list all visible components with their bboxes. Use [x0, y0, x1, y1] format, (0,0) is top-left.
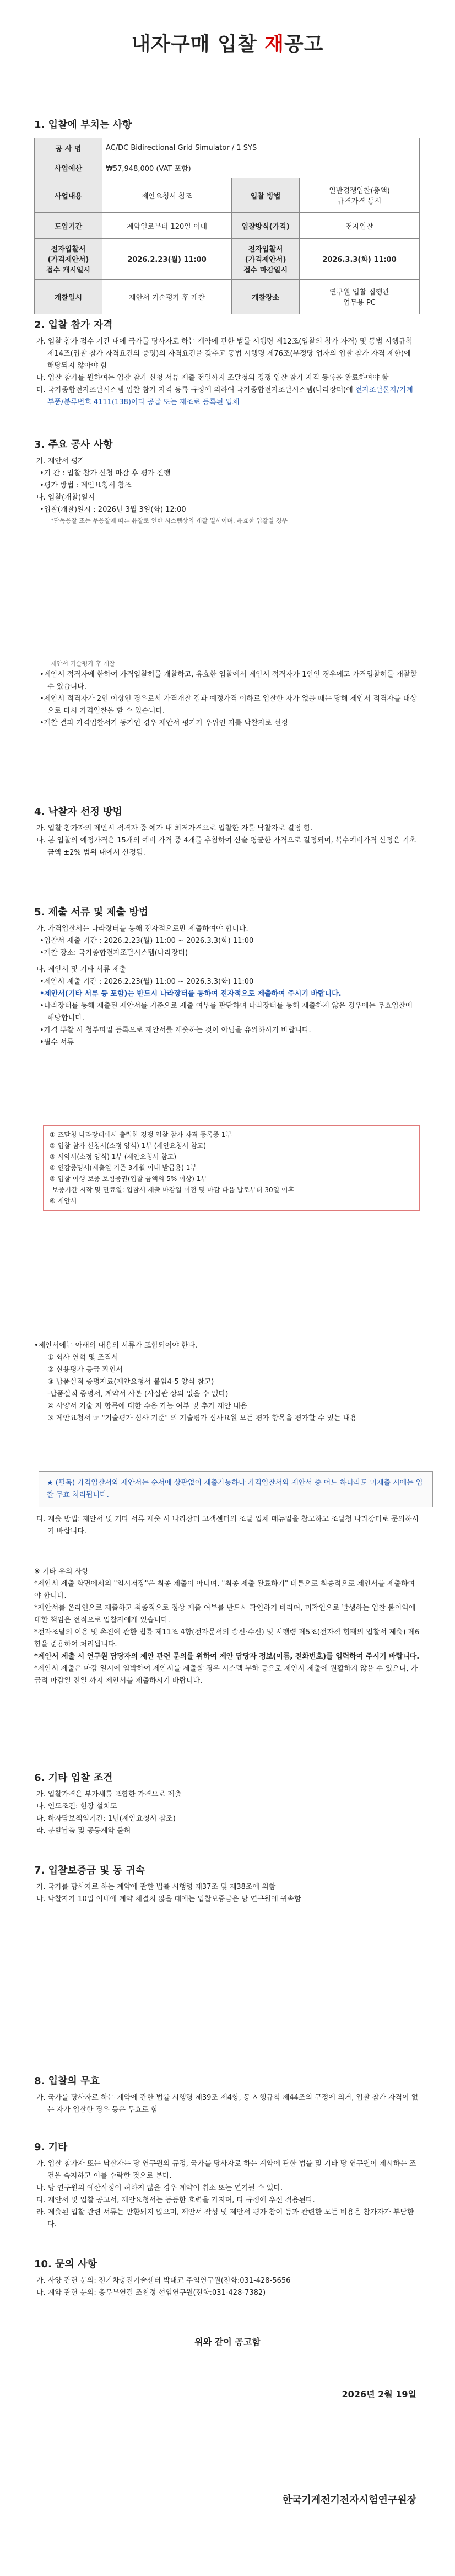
section-2 — [34, 317, 420, 409]
list-item: 가. 가격입찰서는 나라장터를 통해 전자적으로만 제출하여야 합니다. — [36, 925, 248, 933]
list-item: *제안서 제출은 마감 일시에 임박하여 제안서를 제출할 경우 시스템 부하 등으로 제안서 제출에 원활하지 않을 수 있으니, 가급적 마감일 전일 까지 제안서를 제출하시기 바랍니다. — [34, 1665, 418, 1685]
list-item: •나라장터를 통해 제출된 제안서를 기준으로 제출 여부를 판단하며 나라장터를 통해 제출하지 않은 경우에는 무효입찰에 해당합니다. — [40, 1002, 413, 1022]
table-key: 도입기간 — [35, 213, 102, 239]
table-key: 전자입찰서 (가격제안서) 접수 개시일시 — [35, 239, 102, 280]
list-item: -납품실적 증명서, 계약서 사본 (사실관 상의 없을 수 없다) — [47, 1390, 229, 1398]
page-title — [0, 29, 455, 57]
section-heading: 8. 입찰의 무효 — [34, 2075, 100, 2087]
list-item: 나. 제안서 및 기타 서류 제출 — [36, 965, 126, 974]
section-heading: 5. 제출 서류 및 제출 방법 — [34, 906, 149, 918]
table-value: 제안요청서 참조 — [102, 178, 232, 213]
list-item: 다. 하자담보책임기간: 1년(제안요청서 참조) — [36, 1815, 176, 1823]
list-item: •개찰 결과 가격입찰서가 동가인 경우 제안서 평가가 우위인 자를 낙찰자로 선정 — [40, 719, 288, 727]
section-heading: 4. 낙찰자 선정 방법 — [34, 806, 122, 818]
table-row — [35, 213, 420, 239]
list-item: •기 간 : 입찰 참가 신청 마감 후 평가 진행 — [40, 469, 171, 477]
list-item: ③ 서약서(소정 양식) 1부 (제안요청서 참고) — [50, 1153, 177, 1161]
list-item: ⑤ 입찰 이행 보증 보험증권(입찰 금액의 5% 이상) 1부 — [50, 1175, 207, 1183]
list-item: ① 조달청 나라장터에서 출력한 경쟁 입찰 참가 자격 등록증 1부 — [50, 1131, 232, 1139]
section-heading: 3. 주요 공사 사항 — [34, 439, 113, 450]
section-9 — [34, 2139, 420, 2231]
table-key: 입찰 방법 — [232, 178, 300, 213]
table-value: 일반경쟁입찰(총액) 규격가격 동시 — [300, 178, 420, 213]
section-3-cont — [34, 659, 420, 729]
section-5-method — [34, 1514, 420, 1538]
section-5-notes — [34, 1566, 420, 1687]
section-heading: 10. 문의 사항 — [34, 2258, 97, 2270]
list-item: ※ 기타 유의 사항 — [34, 1568, 89, 1576]
table-row — [35, 178, 420, 213]
table-value: 2026.2.23(월) 11:00 — [102, 239, 232, 280]
table-row — [35, 138, 420, 158]
table-key: 사업내용 — [35, 178, 102, 213]
list-item: •개찰 장소: 국가종합전자조달시스템(나라장터) — [40, 949, 188, 957]
organization-name: 한국기계전기전자시험연구원장 — [282, 2494, 416, 2506]
section-heading: 9. 기타 — [34, 2142, 68, 2153]
table-value: 연구원 입찰 집행관 업무용 PC — [300, 280, 420, 314]
section-heading: 7. 입찰보증금 및 동 귀속 — [34, 1865, 145, 1876]
table-key: 개찰장소 — [232, 280, 300, 314]
table-key: 입찰방식(가격) — [232, 213, 300, 239]
table-key: 공 사 명 — [35, 138, 102, 158]
list-item: ④ 사양서 기술 자 항목에 대한 수용 가능 여부 및 추가 제안 내용 — [47, 1402, 247, 1410]
list-item: 라. 제출된 입찰 관련 서류는 반환되지 않으며, 제안서 작성 및 제안서 평가 참여 등과 관련한 모든 비용은 참가자가 부담한다. — [36, 2208, 414, 2229]
section-5-proposal — [34, 1340, 420, 1425]
list-item: -보증기간 시작 및 만료일: 입찰서 제출 마감일 이전 및 마감 다음 날로부터 30일 이후 — [50, 1186, 295, 1194]
title-highlight: 재 — [264, 33, 284, 56]
list-item: •제안서(기타 서류 등 포함)는 반드시 나라장터를 통하여 전자적으로 제출하여 주시기 바랍니다. — [40, 990, 342, 998]
list-item: 가. 사양 관련 문의: 전기차충전기술센터 박대교 주임연구원(전화:031-428-5656 — [36, 2277, 291, 2285]
list-item: 나. 입찰(개찰)일시 — [36, 493, 95, 502]
list-item: 가. 국가를 당사자로 하는 계약에 관한 법률 시행령 제37조 및 제38조에 의함 — [36, 1883, 276, 1891]
table-key: 전자입찰서 (가격제안서) 접수 마감일시 — [232, 239, 300, 280]
table-row — [35, 158, 420, 178]
list-item: 가. 입찰 참가자 또는 낙찰자는 당 연구원의 규정, 국가를 당사자로 하는 계약에 관한 법률 및 기타 당 연구원이 제시하는 조건을 숙지하고 이를 수락한 것으로 본다. — [36, 2160, 416, 2180]
list-item: *제안서를 온라인으로 제출하고 최종적으로 정상 제출 여부를 반드시 확인하기 바라며, 미확인으로 발생하는 입찰 불이익에 대한 책임은 전적으로 입찰자에게 있습니다. — [34, 1604, 416, 1624]
list-item: 가. 입찰 참가 접수 기간 내에 국가를 당사자로 하는 계약에 관한 법률 시행령 제12조(입찰의 참가 자격) 및 동법 시행규칙 제14조(입찰 참가 자격요건의 증명)의 자격요건을 갖추고 동법 시행령 제76조(부정당 업자의 입찰 참가 자격 제한)에 해당되지 않아야 함 — [36, 337, 413, 370]
list-item: 나. 당 연구원의 예산사정이 허하지 않을 경우 계약이 취소 또는 연기될 수 있다. — [36, 2184, 283, 2192]
list-item-emphasis: 전자조달물자/기계부품/분류번호 4111(138)이다 공급 또는 제조로 등록된 업체 — [47, 386, 413, 406]
required-docs-box — [43, 1125, 420, 1211]
list-item: •입찰(개찰)일시 : 2026년 3월 3일(화) 12:00 — [40, 506, 186, 514]
list-item: 나. 입찰 참가를 원하여는 입찰 참가 신청 서류 제출 전일까지 조달청의 경쟁 입찰 참가 자격 등록을 완료하여야 함 — [36, 374, 389, 382]
list-item: 가. 제안서 평가 — [36, 457, 85, 465]
list-item: •평가 방법 : 제안요청서 참조 — [40, 481, 132, 490]
footnote: 제안서 기술평가 후 개찰 — [51, 660, 115, 667]
list-item: 가. 입찰 참가자의 제안서 적격자 중 예가 내 최저가격으로 입찰한 자를 낙찰자로 결정 함. — [36, 824, 313, 833]
table-key: 개찰일시 — [35, 280, 102, 314]
table-value: 전자입찰 — [300, 213, 420, 239]
section-5 — [34, 904, 420, 1049]
section-heading: 6. 기타 입찰 조건 — [34, 1772, 113, 1784]
table-row — [35, 239, 420, 280]
list-item: *제안서 제출 화면에서의 "임시저장"은 최종 제출이 아니며, "최종 제출 완료하기" 버튼으로 최종적으로 제안서를 제출하여야 합니다. — [34, 1580, 415, 1600]
list-item: •제안서 제출 기간 : 2026.2.23(월) 11:00 ~ 2026.3.3(화) 11:00 — [40, 978, 254, 986]
section-heading: 1. 입찰에 부치는 사항 — [34, 119, 132, 131]
footnote: *단독응찰 또는 무응찰에 따른 유찰로 인한 시스템상의 개찰 일시이며, 유효한 입찰일 경우 — [51, 517, 288, 524]
list-item: •제안서에는 아래의 내용의 서류가 포함되어야 한다. — [34, 1341, 198, 1350]
section-6 — [34, 1770, 420, 1837]
list-item: ② 신용평가 등급 확인서 — [47, 1366, 123, 1374]
list-item: ⑤ 제안요청서 ☞ "기술평가 심사 기준" 의 기술평가 심사요원 모든 평가 항목을 평가할 수 있는 내용 — [47, 1414, 357, 1423]
list-item: ④ 인감증명서(제출일 기준 3개월 이내 발급용) 1부 — [50, 1164, 197, 1172]
notice-date: 2026년 2월 19일 — [342, 2389, 416, 2400]
list-item: *제안서 제출 시 연구원 담당자의 제안 관련 문의를 위하여 제안 담당자 정보(이름, 전화번호)를 입력하여 주시기 바랍니다. — [34, 1652, 420, 1661]
section-7 — [34, 1863, 420, 1906]
list-item: 다. 제출 방법: 제안서 및 기타 서류 제출 시 나라장터 고객센터의 조달 업체 매뉴얼을 참고하고 조달청 나라장터로 문의하시기 바랍니다. — [36, 1515, 419, 1536]
list-item: 나. 낙찰자가 10일 이내에 계약 체결치 않을 때에는 입찰보증금은 당 연구원에 귀속함 — [36, 1895, 301, 1903]
important-notice-box — [39, 1471, 433, 1507]
title-text-end: 공고 — [284, 33, 324, 56]
section-4 — [34, 804, 420, 859]
section-1 — [34, 117, 420, 136]
section-heading: 2. 입찰 참가 자격 — [34, 319, 113, 331]
list-item: 가. 국가를 당사자로 하는 계약에 관한 법률 시행령 제39조 제4항, 동 시행규칙 제44조의 규정에 의거, 입찰 참가 자격이 없는 자가 입찰한 경우 등은 무효로 함 — [36, 2094, 419, 2114]
section-10 — [34, 2256, 420, 2299]
table-value: 제안서 기술평가 후 개찰 — [102, 280, 232, 314]
table-key: 사업예산 — [35, 158, 102, 178]
list-item: *전자조달의 이용 및 촉진에 관한 법률 제11조 4항(전자문서의 송신·수신) 및 시행령 제5조(전자적 형태의 입찰서 제출) 제6항을 준용하여 처리됩니다. — [34, 1628, 420, 1649]
list-item: ⑥ 제안서 — [50, 1197, 77, 1205]
list-item: 나. 본 입찰의 예정가격은 15개의 예비 가격 중 4개를 추첨하여 산술 평균한 가격으로 결정되며, 복수예비가격 산정은 기초금액 ±2% 범위 내에서 산정됨. — [36, 836, 416, 857]
list-item: 가. 입찰가격은 부가세를 포함한 가격으로 제출 — [36, 1790, 182, 1799]
important-notice-text: ★ (필독) 가격입찰서와 제안서는 순서에 상관없이 제출가능하나 가격입찰서와 제안서 중 어느 하나라도 미제출 시에는 입찰 무효 처리됩니다. — [47, 1479, 423, 1499]
list-item: •제안서 적격자에 한하여 가격입찰허를 개찰하고, 유효한 입찰에서 제안서 적격자가 1인인 경우에도 가격입찰허를 개찰할 수 있습니다. — [40, 670, 418, 691]
closing-statement: 위와 같이 공고함 — [194, 2337, 261, 2347]
list-item: 나. 계약 관련 문의: 총무부연결 조천정 선임연구원(전화:031-428-7382) — [36, 2289, 266, 2297]
table-value: AC/DC Bidirectional Grid Simulator / 1 SYS — [102, 138, 420, 158]
list-item: •제안서 적격자가 2인 이상인 경우로서 가격개찰 결과 예정가격 이하로 입찰한 자가 없을 때는 당해 제안서 적격자를 대상으로 다시 가격입찰을 할 수 있습니다. — [40, 695, 417, 715]
title-text: 내자구매 입찰 — [131, 33, 265, 56]
section-3 — [34, 437, 420, 526]
list-item: •필수 서류 — [40, 1038, 74, 1046]
section-8 — [34, 2073, 420, 2116]
list-item: 나. 인도조건: 현장 설치도 — [36, 1802, 117, 1811]
list-item: 라. 분할납품 및 공동계약 불허 — [36, 1827, 131, 1835]
list-item: •가격 투찰 시 첨부파일 등록으로 제안서를 제출하는 것이 아님을 유의하시기 바랍니다. — [40, 1026, 311, 1034]
list-item: ③ 납품실적 증명자료(제안요청서 붙임4-5 양식 참고) — [47, 1378, 214, 1386]
table-value: 계약일로부터 120일 이내 — [102, 213, 232, 239]
table-row — [35, 280, 420, 314]
list-item: •입찰서 제출 기간 : 2026.2.23(월) 11:00 ~ 2026.3.3(화) 11:00 — [40, 937, 254, 945]
list-item: ② 입찰 참가 신청서(소정 양식) 1부 (제안요청서 참고) — [50, 1142, 207, 1150]
bid-info-table — [34, 138, 420, 314]
table-value: 2026.3.3(화) 11:00 — [300, 239, 420, 280]
list-item: ① 회사 연혁 및 조직서 — [47, 1354, 118, 1362]
table-value: ₩57,948,000 (VAT 포함) — [102, 158, 420, 178]
list-item: 다. 제안서 및 입찰 공고서, 제안요청서는 동등한 효력을 가지며, 타 규정에 우선 적용된다. — [36, 2196, 315, 2204]
list-item — [34, 384, 420, 409]
list-item-text: 다. 국가종합전자조달시스템 입찰 참가 자격 등록 규정에 의하여 국가종합전자조달시스템(나라장터)에 — [36, 386, 355, 394]
